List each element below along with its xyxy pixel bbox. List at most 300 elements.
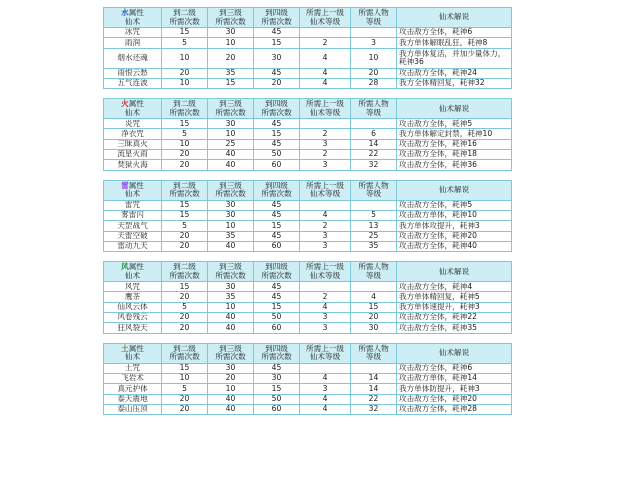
char-header <box>351 344 396 363</box>
lv2-cell: 5 <box>162 221 207 230</box>
char-cell: 13 <box>351 221 396 230</box>
char-header-line2: 等级 <box>365 189 382 199</box>
char-header-line2: 等级 <box>365 16 382 26</box>
char-cell: 4 <box>351 292 396 301</box>
table-row <box>104 313 511 322</box>
spell-name: 土咒 <box>104 364 161 373</box>
prev-cell: 4 <box>300 49 350 68</box>
lv3-header-line1: 到三级 <box>219 262 242 272</box>
table-row <box>104 201 511 210</box>
char-header-line1: 所需人物 <box>358 262 389 272</box>
element-header <box>104 262 161 281</box>
char-cell: 14 <box>351 384 396 393</box>
char-header-line1: 所需人物 <box>358 180 389 190</box>
lv2-header-line1: 到二级 <box>173 99 196 109</box>
element-header <box>104 181 161 200</box>
prev-header-line2: 仙术等级 <box>309 107 341 117</box>
lv2-cell: 5 <box>162 303 207 312</box>
char-cell: 35 <box>351 242 396 251</box>
spell-desc: 攻击敌方全体，耗神16 <box>397 140 511 149</box>
lv2-header-line2: 所需次数 <box>169 189 200 199</box>
prev-cell: 3 <box>300 384 350 393</box>
lv2-cell: 10 <box>162 79 207 88</box>
lv2-cell: 20 <box>162 405 207 414</box>
char-cell: 5 <box>351 211 396 220</box>
lv3-header-line1: 到三级 <box>219 99 242 109</box>
prev-header-line2: 仙术等级 <box>309 352 341 362</box>
lv3-cell: 20 <box>208 374 253 383</box>
prev-header-line1: 所需上一级 <box>306 99 344 109</box>
lv4-cell: 45 <box>254 282 299 291</box>
prev-header <box>300 344 350 363</box>
lv2-cell: 5 <box>162 384 207 393</box>
attr-suffix: 属性 <box>128 343 144 353</box>
lv4-cell: 45 <box>254 28 299 37</box>
char-cell <box>351 201 396 210</box>
spell-name: 雷咒 <box>104 201 161 210</box>
lv3-cell: 10 <box>208 38 253 47</box>
spell-desc: 我方全体精回复，耗神32 <box>397 79 511 88</box>
spell-desc: 攻击敌方全体，耗神20 <box>397 395 511 404</box>
table-row <box>104 323 511 332</box>
lv2-cell: 10 <box>162 49 207 68</box>
spell-name: 炎咒 <box>104 119 161 128</box>
lv4-cell: 45 <box>254 292 299 301</box>
prev-cell: 4 <box>300 69 350 78</box>
spell-desc: 攻击敌方全体，耗神4 <box>397 282 511 291</box>
table-row <box>104 150 511 159</box>
lv2-header-line2: 所需次数 <box>169 352 200 362</box>
lv4-cell: 15 <box>254 384 299 393</box>
lv4-header-line1: 到四级 <box>265 99 288 109</box>
spell-table <box>103 98 512 170</box>
prev-cell <box>300 119 350 128</box>
prev-header-line2: 仙术等级 <box>309 16 341 26</box>
lv3-cell: 30 <box>208 28 253 37</box>
spell-header: 仙术 <box>124 16 141 26</box>
lv2-header-line1: 到二级 <box>173 262 196 272</box>
lv2-header <box>162 344 207 363</box>
lv2-cell: 20 <box>162 232 207 241</box>
lv4-cell: 45 <box>254 69 299 78</box>
lv3-header-line1: 到三级 <box>219 8 242 18</box>
char-header <box>351 262 396 281</box>
lv2-cell: 15 <box>162 364 207 373</box>
prev-cell: 4 <box>300 79 350 88</box>
prev-header-line2: 仙术等级 <box>309 189 341 199</box>
char-cell: 15 <box>351 303 396 312</box>
lv4-header <box>254 8 299 27</box>
spell-header: 仙术 <box>124 107 141 117</box>
header-row <box>104 99 511 118</box>
spell-name: 流星火雨 <box>104 150 161 159</box>
lv3-header-line2: 所需次数 <box>215 270 246 280</box>
lv4-cell: 60 <box>254 160 299 169</box>
lv2-cell: 15 <box>162 282 207 291</box>
spell-name: 净衣咒 <box>104 129 161 138</box>
element-label: 水 <box>121 8 129 18</box>
spell-tables <box>103 7 510 415</box>
prev-cell <box>300 201 350 210</box>
prev-cell: 4 <box>300 395 350 404</box>
char-cell: 14 <box>351 140 396 149</box>
prev-header <box>300 262 350 281</box>
lv4-cell: 50 <box>254 395 299 404</box>
lv3-header-line1: 到三级 <box>219 180 242 190</box>
spell-desc: 攻击敌方全体，耗神36 <box>397 160 511 169</box>
spell-desc: 攻击敌方全体，耗神5 <box>397 119 511 128</box>
lv3-cell: 25 <box>208 140 253 149</box>
lv3-cell: 40 <box>208 242 253 251</box>
char-cell: 32 <box>351 405 396 414</box>
attr-suffix: 属性 <box>128 99 144 109</box>
lv4-header-line2: 所需次数 <box>261 270 292 280</box>
lv4-header-line1: 到四级 <box>265 180 288 190</box>
desc-header: 仙术解说 <box>397 99 511 118</box>
lv4-cell: 45 <box>254 232 299 241</box>
lv2-cell: 20 <box>162 242 207 251</box>
lv3-cell: 30 <box>208 211 253 220</box>
lv2-cell: 15 <box>162 201 207 210</box>
lv3-header <box>208 344 253 363</box>
prev-cell: 4 <box>300 303 350 312</box>
lv3-header <box>208 181 253 200</box>
char-header <box>351 99 396 118</box>
spell-name: 风卷残云 <box>104 313 161 322</box>
char-header-line1: 所需人物 <box>358 8 389 18</box>
char-cell: 22 <box>351 395 396 404</box>
prev-cell: 2 <box>300 129 350 138</box>
spell-desc: 攻击敌方全体，耗神35 <box>397 323 511 332</box>
lv3-header-line2: 所需次数 <box>215 189 246 199</box>
spell-name: 泰天震地 <box>104 395 161 404</box>
lv4-cell: 45 <box>254 201 299 210</box>
element-label: 火 <box>121 99 129 109</box>
lv2-cell: 20 <box>162 313 207 322</box>
lv2-cell: 20 <box>162 323 207 332</box>
spell-name: 冰咒 <box>104 28 161 37</box>
char-cell <box>351 282 396 291</box>
lv3-header-line1: 到三级 <box>219 343 242 353</box>
char-cell: 10 <box>351 49 396 68</box>
lv4-cell: 50 <box>254 150 299 159</box>
table-row <box>104 140 511 149</box>
lv2-cell: 20 <box>162 395 207 404</box>
table-row <box>104 129 511 138</box>
prev-cell <box>300 28 350 37</box>
lv4-header-line1: 到四级 <box>265 8 288 18</box>
lv3-cell: 40 <box>208 323 253 332</box>
char-cell <box>351 119 396 128</box>
element-label: 土 <box>121 343 129 353</box>
char-header-line2: 等级 <box>365 352 382 362</box>
lv4-cell: 45 <box>254 119 299 128</box>
lv3-header <box>208 262 253 281</box>
spell-name: 狂风裂天 <box>104 323 161 332</box>
prev-cell: 2 <box>300 150 350 159</box>
lv4-cell: 15 <box>254 221 299 230</box>
lv4-header-line2: 所需次数 <box>261 107 292 117</box>
char-cell: 6 <box>351 129 396 138</box>
element-label: 雷 <box>121 180 129 190</box>
lv4-header-line1: 到四级 <box>265 343 288 353</box>
lv4-cell: 30 <box>254 49 299 68</box>
lv2-cell: 15 <box>162 211 207 220</box>
prev-cell <box>300 282 350 291</box>
lv4-cell: 50 <box>254 313 299 322</box>
header-row <box>104 8 511 27</box>
spell-name: 雷动九天 <box>104 242 161 251</box>
spell-desc: 攻击敌方全体，耗神40 <box>397 242 511 251</box>
spell-header: 仙术 <box>124 352 141 362</box>
lv4-cell: 30 <box>254 374 299 383</box>
element-header <box>104 99 161 118</box>
lv2-header-line2: 所需次数 <box>169 270 200 280</box>
char-header-line2: 等级 <box>365 270 382 280</box>
spell-desc: 我方单体解定封禁，耗神10 <box>397 129 511 138</box>
spell-name: 仙风云体 <box>104 303 161 312</box>
lv3-cell: 35 <box>208 292 253 301</box>
prev-header-line1: 所需上一级 <box>306 8 344 18</box>
table-row <box>104 38 511 47</box>
lv4-cell: 60 <box>254 323 299 332</box>
table-row <box>104 232 511 241</box>
char-cell: 20 <box>351 313 396 322</box>
lv4-header <box>254 262 299 281</box>
prev-cell: 3 <box>300 232 350 241</box>
lv2-cell: 10 <box>162 140 207 149</box>
lv2-header <box>162 262 207 281</box>
lv2-cell: 15 <box>162 119 207 128</box>
lv3-cell: 10 <box>208 221 253 230</box>
header-row <box>104 181 511 200</box>
lv3-cell: 40 <box>208 150 253 159</box>
table-row <box>104 49 511 68</box>
spell-name: 烟水还魂 <box>104 49 161 68</box>
spell-table <box>103 7 512 89</box>
lv4-header <box>254 99 299 118</box>
prev-header-line1: 所需上一级 <box>306 180 344 190</box>
spell-name: 雾雷闪 <box>104 211 161 220</box>
attr-suffix: 属性 <box>128 262 144 272</box>
prev-header <box>300 99 350 118</box>
char-header <box>351 181 396 200</box>
element-header <box>104 8 161 27</box>
prev-cell: 3 <box>300 242 350 251</box>
char-cell <box>351 28 396 37</box>
prev-cell: 3 <box>300 323 350 332</box>
lv4-cell: 15 <box>254 303 299 312</box>
lv4-cell: 15 <box>254 129 299 138</box>
char-cell: 20 <box>351 69 396 78</box>
table-row <box>104 160 511 169</box>
lv2-header-line2: 所需次数 <box>169 107 200 117</box>
spell-desc: 我方单体解眠乱狂，耗神8 <box>397 38 511 47</box>
char-cell: 28 <box>351 79 396 88</box>
spell-table <box>103 343 512 415</box>
char-cell: 22 <box>351 150 396 159</box>
spell-desc: 攻击敌方单体，耗神10 <box>397 211 511 220</box>
spell-desc: 攻击敌方全体，耗神24 <box>397 69 511 78</box>
char-cell: 14 <box>351 374 396 383</box>
header-row <box>104 344 511 363</box>
prev-header-line2: 仙术等级 <box>309 270 341 280</box>
spell-desc: 攻击敌方全体，耗神6 <box>397 28 511 37</box>
spell-name: 焚狱火海 <box>104 160 161 169</box>
spell-name: 雨恨云愁 <box>104 69 161 78</box>
spell-desc: 攻击敌方全体，耗神6 <box>397 364 511 373</box>
lv4-header-line1: 到四级 <box>265 262 288 272</box>
table-row <box>104 28 511 37</box>
lv2-cell: 10 <box>162 374 207 383</box>
lv3-cell: 30 <box>208 119 253 128</box>
lv4-cell: 60 <box>254 405 299 414</box>
lv2-cell: 20 <box>162 150 207 159</box>
attr-suffix: 属性 <box>128 8 144 18</box>
lv3-cell: 40 <box>208 405 253 414</box>
lv4-cell: 45 <box>254 211 299 220</box>
table-row <box>104 374 511 383</box>
table-row <box>104 242 511 251</box>
lv3-header-line2: 所需次数 <box>215 107 246 117</box>
prev-cell <box>300 364 350 373</box>
lv4-cell: 20 <box>254 79 299 88</box>
table-row <box>104 79 511 88</box>
table-row <box>104 211 511 220</box>
table-row <box>104 405 511 414</box>
spell-desc: 攻击敌方全体，耗神5 <box>397 201 511 210</box>
table-row <box>104 119 511 128</box>
spell-header: 仙术 <box>124 270 141 280</box>
table-row <box>104 292 511 301</box>
spell-desc: 攻击敌方全体，耗神28 <box>397 405 511 414</box>
spell-name: 三昧真火 <box>104 140 161 149</box>
element-label: 风 <box>121 262 129 272</box>
table-row <box>104 221 511 230</box>
element-header <box>104 344 161 363</box>
lv2-cell: 20 <box>162 69 207 78</box>
lv2-cell: 15 <box>162 28 207 37</box>
lv3-cell: 35 <box>208 232 253 241</box>
lv3-header <box>208 99 253 118</box>
lv2-header <box>162 181 207 200</box>
lv3-cell: 40 <box>208 313 253 322</box>
lv2-header <box>162 8 207 27</box>
spell-desc: 我方单体精回复，耗神5 <box>397 292 511 301</box>
spell-name: 天罡战气 <box>104 221 161 230</box>
lv2-cell: 20 <box>162 292 207 301</box>
spell-desc: 攻击敌方全体，耗神20 <box>397 232 511 241</box>
prev-cell: 4 <box>300 374 350 383</box>
table-row <box>104 282 511 291</box>
lv4-cell: 15 <box>254 38 299 47</box>
spell-name: 风咒 <box>104 282 161 291</box>
char-cell: 30 <box>351 323 396 332</box>
desc-header: 仙术解说 <box>397 344 511 363</box>
table-row <box>104 69 511 78</box>
prev-cell: 4 <box>300 405 350 414</box>
prev-cell: 3 <box>300 160 350 169</box>
lv4-header-line2: 所需次数 <box>261 16 292 26</box>
char-cell: 32 <box>351 160 396 169</box>
attr-suffix: 属性 <box>128 180 144 190</box>
spell-name: 泰山压顶 <box>104 405 161 414</box>
char-header <box>351 8 396 27</box>
spell-table <box>103 261 512 333</box>
desc-header: 仙术解说 <box>397 262 511 281</box>
lv2-cell: 5 <box>162 129 207 138</box>
lv3-header-line2: 所需次数 <box>215 16 246 26</box>
table-row <box>104 395 511 404</box>
lv4-cell: 60 <box>254 242 299 251</box>
spell-name: 雨润 <box>104 38 161 47</box>
char-cell: 3 <box>351 38 396 47</box>
spell-desc: 我方单体速提升，耗神3 <box>397 303 511 312</box>
lv4-header-line2: 所需次数 <box>261 189 292 199</box>
lv3-cell: 40 <box>208 395 253 404</box>
lv4-header <box>254 181 299 200</box>
spell-desc: 攻击敌方单体，耗神14 <box>397 374 511 383</box>
lv4-cell: 45 <box>254 364 299 373</box>
lv2-cell: 5 <box>162 38 207 47</box>
spell-name: 真元护体 <box>104 384 161 393</box>
prev-header <box>300 181 350 200</box>
lv3-header-line2: 所需次数 <box>215 352 246 362</box>
prev-header <box>300 8 350 27</box>
lv3-cell: 30 <box>208 201 253 210</box>
spell-desc: 我方单体防提升，耗神3 <box>397 384 511 393</box>
desc-header: 仙术解说 <box>397 181 511 200</box>
header-row <box>104 262 511 281</box>
char-cell: 25 <box>351 232 396 241</box>
lv3-cell: 35 <box>208 69 253 78</box>
lv3-cell: 15 <box>208 79 253 88</box>
prev-cell: 2 <box>300 38 350 47</box>
desc-header: 仙术解说 <box>397 8 511 27</box>
spell-header: 仙术 <box>124 189 141 199</box>
prev-cell: 2 <box>300 221 350 230</box>
prev-cell: 2 <box>300 292 350 301</box>
lv4-cell: 45 <box>254 140 299 149</box>
spell-name: 鹰茶 <box>104 292 161 301</box>
lv2-cell: 20 <box>162 160 207 169</box>
char-header-line1: 所需人物 <box>358 99 389 109</box>
table-row <box>104 364 511 373</box>
lv2-header-line1: 到二级 <box>173 343 196 353</box>
spell-name: 五气连波 <box>104 79 161 88</box>
lv2-header-line2: 所需次数 <box>169 16 200 26</box>
prev-cell: 3 <box>300 313 350 322</box>
table-row <box>104 303 511 312</box>
char-header-line2: 等级 <box>365 107 382 117</box>
prev-header-line1: 所需上一级 <box>306 343 344 353</box>
lv3-cell: 10 <box>208 384 253 393</box>
spell-name: 天雷空破 <box>104 232 161 241</box>
table-row <box>104 384 511 393</box>
char-header-line1: 所需人物 <box>358 343 389 353</box>
spell-desc: 攻击敌方全体，耗神22 <box>397 313 511 322</box>
lv2-header-line1: 到二级 <box>173 180 196 190</box>
lv3-cell: 10 <box>208 303 253 312</box>
spell-name: 飞岩术 <box>104 374 161 383</box>
lv3-header <box>208 8 253 27</box>
lv3-cell: 40 <box>208 160 253 169</box>
spell-desc: 我方单体攻提升，耗神3 <box>397 221 511 230</box>
prev-header-line1: 所需上一级 <box>306 262 344 272</box>
spell-table <box>103 180 512 252</box>
lv4-header <box>254 344 299 363</box>
spell-desc: 攻击敌方全体，耗神18 <box>397 150 511 159</box>
